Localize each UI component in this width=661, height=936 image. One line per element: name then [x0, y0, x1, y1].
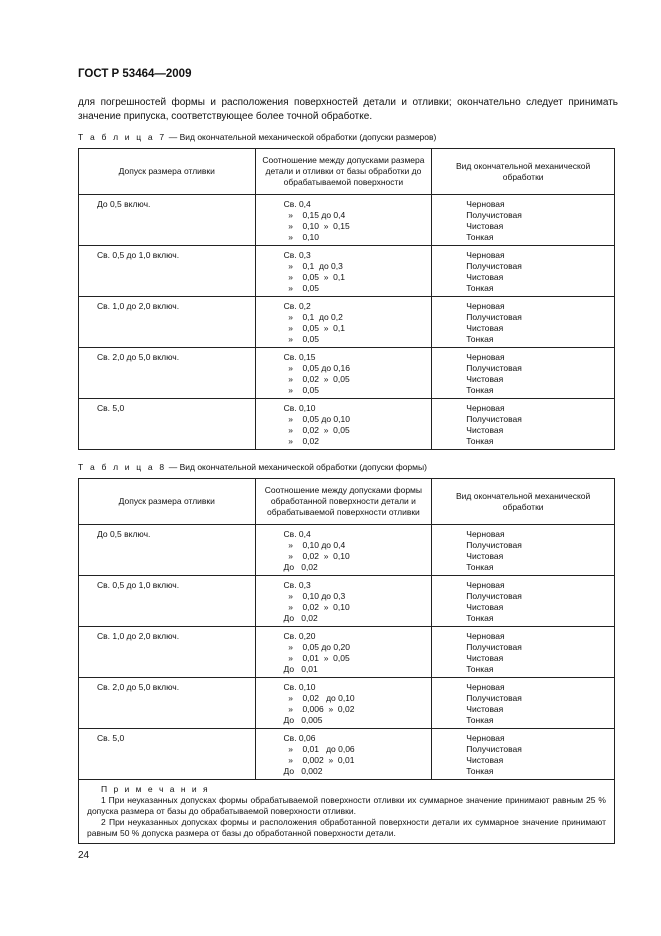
table7-header-ratio: Соотношение между допусками размера детали и отливки от базы обработки до обрабатываемой поверхности: [255, 149, 432, 195]
ratio-line: » 0,05 до 0,20: [283, 642, 350, 652]
tolerance-cell: Св. 0,5 до 1,0 включ.: [79, 246, 256, 297]
type-line: Получистовая: [466, 540, 522, 550]
ratio-line: » 0,10 до 0,4: [283, 540, 346, 550]
ratio-line: Св. 0,10: [283, 682, 316, 692]
type-line: Черновая: [466, 580, 505, 590]
type-line: Черновая: [466, 682, 505, 692]
type-line: Чистовая: [466, 425, 504, 435]
type-line: Чистовая: [466, 704, 504, 714]
ratio-line: » 0,10: [283, 232, 320, 242]
ratio-line: » 0,02 до 0,10: [283, 693, 355, 703]
ratio-line: До 0,002: [283, 766, 323, 776]
tolerance-cell: До 0,5 включ.: [79, 195, 256, 246]
type-line: Тонкая: [466, 334, 494, 344]
type-cell: [432, 399, 615, 450]
page-number: 24: [78, 850, 90, 861]
ratio-line: » 0,02 » 0,10: [283, 602, 350, 612]
type-line: Получистовая: [466, 312, 522, 322]
type-line: Чистовая: [466, 602, 504, 612]
table-row: [79, 678, 615, 729]
type-cell: [432, 576, 615, 627]
ratio-line: Св. 0,4: [283, 199, 311, 209]
type-line: Черновая: [466, 403, 505, 413]
table8-caption-text: — Вид окончательной механической обработки (допуски формы): [166, 462, 427, 472]
ratio-line: » 0,05 до 0,10: [283, 414, 350, 424]
ratio-line: » 0,01 » 0,05: [283, 653, 350, 663]
ratio-line: Св. 0,3: [283, 250, 311, 260]
tolerance-cell: Св. 1,0 до 2,0 включ.: [79, 627, 256, 678]
type-line: Тонкая: [466, 715, 494, 725]
ratio-cell: [255, 525, 432, 576]
type-line: Черновая: [466, 301, 505, 311]
ratio-cell: [255, 729, 432, 780]
ratio-line: » 0,02 » 0,05: [283, 425, 350, 435]
table8: [78, 478, 615, 844]
table8-notes: [79, 780, 615, 844]
table7: [78, 148, 615, 450]
type-line: Черновая: [466, 631, 505, 641]
type-line: Тонкая: [466, 562, 494, 572]
ratio-line: Св. 0,15: [283, 352, 316, 362]
ratio-line: Св. 0,10: [283, 403, 316, 413]
type-line: Получистовая: [466, 414, 522, 424]
ratio-line: » 0,02 » 0,05: [283, 374, 350, 384]
table7-header-tolerance: Допуск размера отливки: [79, 149, 256, 195]
ratio-line: До 0,02: [283, 562, 318, 572]
ratio-cell: [255, 297, 432, 348]
type-cell: [432, 348, 615, 399]
tolerance-cell: До 0,5 включ.: [79, 525, 256, 576]
type-line: Получистовая: [466, 210, 522, 220]
table7-caption-prefix: Т а б л и ц а 7: [78, 132, 167, 142]
tolerance-cell: Св. 5,0: [79, 399, 256, 450]
table-row: [79, 297, 615, 348]
ratio-cell: [255, 678, 432, 729]
type-cell: [432, 525, 615, 576]
ratio-line: » 0,05: [283, 385, 320, 395]
type-line: Черновая: [466, 250, 505, 260]
type-line: Чистовая: [466, 653, 504, 663]
type-line: Чистовая: [466, 755, 504, 765]
table-row: [79, 195, 615, 246]
type-cell: [432, 195, 615, 246]
ratio-line: » 0,05 » 0,1: [283, 272, 345, 282]
ratio-line: » 0,05: [283, 334, 320, 344]
type-line: Черновая: [466, 733, 505, 743]
type-line: Чистовая: [466, 272, 504, 282]
ratio-line: » 0,02 » 0,10: [283, 551, 350, 561]
table-row: [79, 525, 615, 576]
notes-title: П р и м е ч а н и я: [101, 784, 210, 794]
ratio-cell: [255, 195, 432, 246]
type-cell: [432, 678, 615, 729]
type-line: Чистовая: [466, 374, 504, 384]
table-row: [79, 576, 615, 627]
note-1: 1 При неуказанных допусках формы обрабатываемой поверхности отливки их суммарное значение принимают равным 25 % допуска размера от базы до обрабатываемой поверхности отливки.: [87, 795, 606, 816]
ratio-cell: [255, 627, 432, 678]
table8-caption-prefix: Т а б л и ц а 8: [78, 462, 167, 472]
type-line: Получистовая: [466, 363, 522, 373]
ratio-cell: [255, 348, 432, 399]
table8-caption: [78, 462, 427, 472]
ratio-line: Св. 0,2: [283, 301, 311, 311]
note-2: 2 При неуказанных допусках формы и расположения обработанной поверхности детали их суммарное значение принимают равным 50 % допуска размера от базы до обработанной поверхности детали.: [87, 817, 606, 838]
type-line: Тонкая: [466, 232, 494, 242]
type-line: Тонкая: [466, 385, 494, 395]
table7-caption: [78, 132, 436, 142]
intro-paragraph: для погрешностей формы и расположения поверхностей детали и отливки; окончательно следует принимать значение припуска, соответствующее более точной обработке.: [78, 97, 618, 122]
ratio-line: » 0,1 до 0,2: [283, 312, 343, 322]
ratio-cell: [255, 399, 432, 450]
tolerance-cell: Св. 5,0: [79, 729, 256, 780]
tolerance-cell: Св. 2,0 до 5,0 включ.: [79, 348, 256, 399]
ratio-line: » 0,10 до 0,3: [283, 591, 346, 601]
table-row: [79, 627, 615, 678]
table-row: [79, 246, 615, 297]
type-line: Тонкая: [466, 766, 494, 776]
ratio-line: » 0,05 до 0,16: [283, 363, 350, 373]
ratio-line: » 0,02: [283, 436, 320, 446]
type-line: Чистовая: [466, 551, 504, 561]
type-line: Черновая: [466, 352, 505, 362]
type-line: Черновая: [466, 529, 505, 539]
type-cell: [432, 246, 615, 297]
ratio-line: » 0,01 до 0,06: [283, 744, 355, 754]
type-line: Чистовая: [466, 221, 504, 231]
ratio-line: Св. 0,06: [283, 733, 316, 743]
type-line: Тонкая: [466, 664, 494, 674]
ratio-cell: [255, 576, 432, 627]
table7-caption-text: — Вид окончательной механической обработки (допуски размеров): [166, 132, 437, 142]
type-cell: [432, 729, 615, 780]
table-row: [79, 729, 615, 780]
ratio-line: Св. 0,4: [283, 529, 311, 539]
type-line: Получистовая: [466, 693, 522, 703]
ratio-line: » 0,05 » 0,1: [283, 323, 345, 333]
ratio-line: » 0,1 до 0,3: [283, 261, 343, 271]
ratio-line: До 0,02: [283, 613, 318, 623]
tolerance-cell: Св. 2,0 до 5,0 включ.: [79, 678, 256, 729]
type-line: Тонкая: [466, 436, 494, 446]
ratio-line: » 0,15 до 0,4: [283, 210, 346, 220]
type-cell: [432, 297, 615, 348]
ratio-line: Св. 0,20: [283, 631, 316, 641]
ratio-line: » 0,10 » 0,15: [283, 221, 350, 231]
table7-header-type: Вид окончательной механической обработки: [432, 149, 615, 195]
type-line: Получистовая: [466, 591, 522, 601]
type-line: Чистовая: [466, 323, 504, 333]
ratio-line: До 0,01: [283, 664, 318, 674]
table8-header-type: Вид окончательной механической обработки: [432, 479, 615, 525]
document-header: ГОСТ Р 53464—2009: [78, 68, 192, 80]
type-line: Получистовая: [466, 642, 522, 652]
ratio-line: » 0,002 » 0,01: [283, 755, 355, 765]
type-cell: [432, 627, 615, 678]
type-line: Тонкая: [466, 613, 494, 623]
ratio-line: Св. 0,3: [283, 580, 311, 590]
type-line: Черновая: [466, 199, 505, 209]
table8-header-ratio: Соотношение между допусками формы обработанной поверхности детали и обрабатываемой поверхности отливки: [255, 479, 432, 525]
table-row: [79, 399, 615, 450]
ratio-line: » 0,006 » 0,02: [283, 704, 355, 714]
table-row: [79, 348, 615, 399]
tolerance-cell: Св. 0,5 до 1,0 включ.: [79, 576, 256, 627]
ratio-line: » 0,05: [283, 283, 320, 293]
table8-header-tolerance: Допуск размера отливки: [79, 479, 256, 525]
ratio-cell: [255, 246, 432, 297]
type-line: Получистовая: [466, 744, 522, 754]
type-line: Тонкая: [466, 283, 494, 293]
type-line: Получистовая: [466, 261, 522, 271]
tolerance-cell: Св. 1,0 до 2,0 включ.: [79, 297, 256, 348]
ratio-line: До 0,005: [283, 715, 323, 725]
